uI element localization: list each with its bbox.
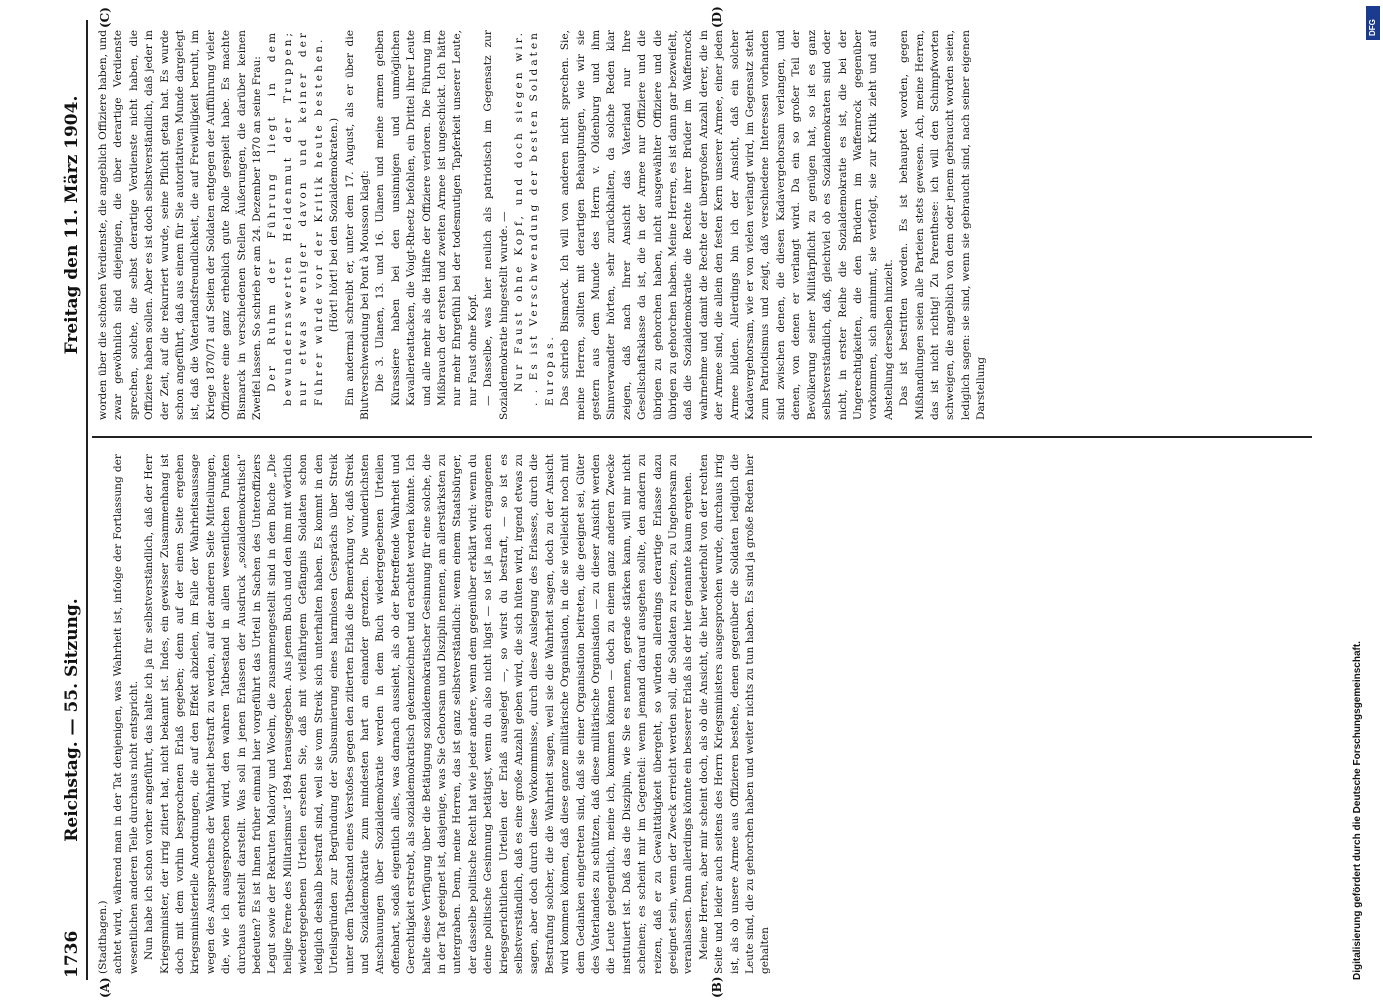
digitization-sidebar <box>1352 10 1376 990</box>
interjection: (Hört! hört! bei den Sozialdemokraten.) <box>328 117 341 333</box>
page-header <box>56 0 86 1000</box>
margin-mark-d: (D) <box>710 6 724 28</box>
paragraph: Das ist bestritten worden. Es ist behauptet worden, gegen Mißhandlungen seien alle Parteien stets gewesen. Ach, meine Herren, das ist nicht richtig! Zu Parenthese: ich will den Schimpfworten schweigen, die angeblich von dem oder jenem gebraucht worden seien, lediglich sagen: sie sind, wenn sie gebraucht sind, nach seiner eigenen Darstellung <box>898 30 988 420</box>
digitization-note: Digitalisierung gefördert durch die Deutsche Forschungsgemeinschaft. <box>1352 641 1363 980</box>
paragraph: Ein andermal schreibt er, unter dem 17. August, als er über die Blutverschwendung bei Pont à Mousson klagt: <box>343 30 371 420</box>
paragraph: — Dasselbe, was hier neulich als patriotisch im Gegensatz zur Sozialdemokratie hingestellt wurde. — <box>482 30 510 420</box>
paragraph: worden über die schönen Verdienste, die angeblich Offiziere haben, und zwar gewöhnlich sind diejenigen, die über derartige Verdienste sprechen, solche, die selbst derartige Verdienste nicht haben, die Offiziere haben sollen. Aber es ist doch selbstverständlich, daß jeder in der Zeit, auf die rekurriert wurde, seine Pflicht getan hat. Es wurde schon angeführt, daß aus einem für Sie autoritativen Munde dargelegt ist, daß die Vaterlandsfreundlichkeit, die auf Freiwilligkeit beruht, im Kriege 1870/71 auf Seiten der Soldaten entgegen der Aufführung vieler Offiziere eine ganz erheblich gute Rolle gespielt habe. Es machte Bismarck in verschiedenen Stellen Äußerungen, die darüber keinen Zweifel lassen. So schrieb er am 24. Dezember 1870 an seine Frau: <box>97 30 264 420</box>
margin-mark-c: (C) <box>98 7 112 28</box>
rotated-page-content <box>20 0 1360 1000</box>
quotation: Nur Faust ohne Kopf, und doch siegen wir. . . Es ist Verschwendung der besten Soldaten Europas. <box>512 30 556 406</box>
dfg-logo-text: DFG <box>1368 19 1377 36</box>
left-running-title: Reichstag. — 55. Sitzung. <box>62 598 82 842</box>
dfg-logo <box>1366 6 1380 40</box>
quotation: Der Ruhm der Führung liegt in dem bewundernswerten Heldenmut der Truppen; nur etwas weniger davon und keiner der Führer würde vor der Kritik heute bestehen. <box>266 30 325 406</box>
header-rule <box>86 20 88 980</box>
paragraph: achtet wird, während man in der Tat denjenigen, was Wahrheit ist, infolge der Fortlassung der wesentlichen anderen Teile durchaus nicht entspricht. <box>112 454 140 974</box>
right-running-title: Freitag den 11. März 1904. <box>62 95 82 355</box>
column-divider <box>92 436 1312 438</box>
page-number: 1736 <box>62 930 82 978</box>
margin-mark-b: (B) <box>710 976 724 998</box>
speaker-label: (Stadthagen.) <box>97 900 109 974</box>
paragraph: Das schrieb Bismarck. Ich will von anderen nicht sprechen. Sie, meine Herren, sollten mit derartigen Behauptungen, wie wir sie gestern aus dem Munde des Herrn v. Oldenburg und ihm Sinnverwandter hörten, sehr zurückhalten, da solche Reden klar zeigen, daß nach Ihrer Ansicht das Vaterland nur Ihre Gesellschaftsklasse da ist, die in der Armee nur Offiziere und die übrigen zu gehorchen haben, nicht ausgewählter Offiziere und die übrigen zu gehorchen haben. Meine Herren, es ist dann gar bezweifelt, daß die Sozialdemokratie die Rechte ihrer Brüder im Waffenrock wahrnehme und damit die Rechte der übergroßen Anzahl derer, die in der Armee sind, die allein den festen Kern unserer Armee, einer jeden Armee bilden. Allerdings bin ich der Ansicht, daß ein solcher Kadavergehorsam, wie er von vielen verlangt wird, im Gegensatz steht zum Patriotismus und zeigt, daß verschiedene Interessen vorhanden sind zwischen denen, die diesen Kadavergehorsam verlangen, und denen, von denen er verlangt wird. Da ein so großer Teil der Bevölkerung seiner Militärpflicht zu genügen hat, so ist es ganz selbstverständlich, daß, gleichviel ob es Sozialdemokraten sind oder nicht, in erster Reihe die Sozialdemokratie es ist, die bei der Ungerechtigkeiten, die den Brüdern im Waffenrock gegenüber vorkommen, sich annimmt, sie verfolgt, sie zur Kritik zieht und auf Abstellung derselben hinzielt. <box>559 30 895 420</box>
margin-mark-a: (A) <box>98 977 112 998</box>
quotation: Die 3. Ulanen, 13. und 16. Ulanen und meine armen gelben Kürassiere haben bei den unsinnigen und unmöglichen Kavallerieattacken, die Voigt-Rheetz befohlen, ein Drittel ihrer Leute und alle mehr als die Hälfte der Offiziere verloren. Die Führung im Mißbrauch der ersten und zweiten Armee ist ungeschickt. Ich hätte nur mehr Ehrgefühl bei der todesmutigen Tapferkeit unserer Leute, nur Faust ohne Kopf. <box>374 30 479 406</box>
right-column <box>96 30 1296 420</box>
left-column <box>96 454 1296 974</box>
paragraph: Meine Herren, aber mir scheint doch, als ob die Ansicht, die hier wiederholt von der rechten Seite und leider auch seitens des Herrn Kriegsministers ausgesprochen wurde, durchaus irrig ist, als ob unsere Armee aus Offizieren bestehe, denen gegenüber die Soldaten lediglich die Leute sind, die zu gehorchen haben und weiter nichts zu tun haben. Es sind ja große Reden hier gehalten <box>697 454 772 974</box>
paragraph: Nun habe ich schon vorher angeführt, das halte ich ja für selbstverständlich, daß der Herr Kriegsminister, der irrig zitiert hat, nicht bekannt ist. Indes, ein gewisser Zusammenhang ist doch mit dem vorhin besprochenen Erlaß gegeben; denn auf der einen Seite ergehen kriegsministerielle Anordnungen, die auf den Effekt abzielen, im Falle der Wahrheitsaussage wegen des Aussprechens der Wahrheit bestraft zu werden, auf der anderen Seite Mitteilungen, die, wie ich ausgesprochen wird, den wahren Tatbestand in allen wesentlichen Punkten durchaus entstellt darstellt. Was soll in jenen Erlassen der Ausdruck „sozialdemokratisch“ bedeuten? Es ist Ihnen früher einmal hier vorgeführt das Urteil in Sachen des Unteroffiziers Legut sowie der Rekruten Maloriy und Woelm, die zusammengestellt sind in dem Buche „Die heilige Ferne des Militarismus“ 1894 herausgegeben. Aus jenem Buch und den ihm mit wörtlich wiedergegebenen Urteilen ersehen Sie, daß mit vielfährigem Gefängnis Soldaten schon lediglich deshalb bestraft sind, weil sie vom Streik sich unterhalten haben. Es kommt in den Urteilsgründen zur Begründung der Subsumierung eines harmlosen Gesprächs über Streik unter dem Tatbestand eines Verstoßes gegen den zitierten Erlaß die Bemerkung vor, daß Streik und Sozialdemokratie zum mindesten hart an einander grenzten. Die wunderlichsten Anschauungen über Sozialdemokratie werden in dem Buch wiedergegebenen Urteilen offenbart, sodaß eigentlich alles, was darnach aussieht, als ob der Betreffende Wahrheit und Gerechtigkeit erstrebt, als sozialdemokratisch gekennzeichnet und erachtet werden könnte. Ich halte diese Verfügung über die Betätigung sozialdemokratischer Gesinnung für eine solche, die in der Tat geeignet ist, dasjenige, was Sie Gehorsam und Disziplin nennen, am allerstärksten zu untergraben. Denn, meine Herren, das ist ganz selbstverständlich: wenn einem Staatsbürger, der dasselbe politische Recht hat wie jeder andere, wenn dem gegenüber erklärt wird: wenn du deine politische Gesinnung betätigst, wenn du also nicht lügst — so ist ja nach ergangenen kriegsgerichtlichen Urteilen der Erlaß ausgelegt —, so wirst du bestraft, — so ist es selbstverständlich, daß es eine große Anzahl geben wird, die sich hüten wird, irgend etwas zu sagen, aber doch durch diese Vorkommnisse, durch diese Auslegung des Erlasses, durch die Bestrafung solcher, die die Wahrheit sagen, weil sie die Wahrheit sagen, doch zu der Ansicht wird kommen können, daß diese ganze militärische Organisation, in die sie vielleicht noch mit dem Gedanken eingetreten sind, daß sie einer Organisation beitreten, die geeignet sei, Güter des Vaterlandes zu schützen, daß diese militärische Organisation — zu dieser Ansicht werden die Leute gelegentlich, meine ich, kommen können — doch zu einem ganz anderen Zwecke instituiert ist. Daß das die Disziplin, wie Sie es nennen, gerade stärken kann, will mir nicht scheinen; es scheint mir im Gegenteil: wenn jemand darauf ausgehen sollte, den andern zu reizen, daß er zu Gewalttätigkeit übergeht, so würden allerdings derartige Erlasse dazu geeignet sein, wenn der Zweck erreicht werden soll, die Soldaten zu reizen, zu Ungehorsam zu veranlassen. Dann allerdings könnte ein besserer Erlaß als der hier genannte kaum ergehen. <box>143 454 695 974</box>
